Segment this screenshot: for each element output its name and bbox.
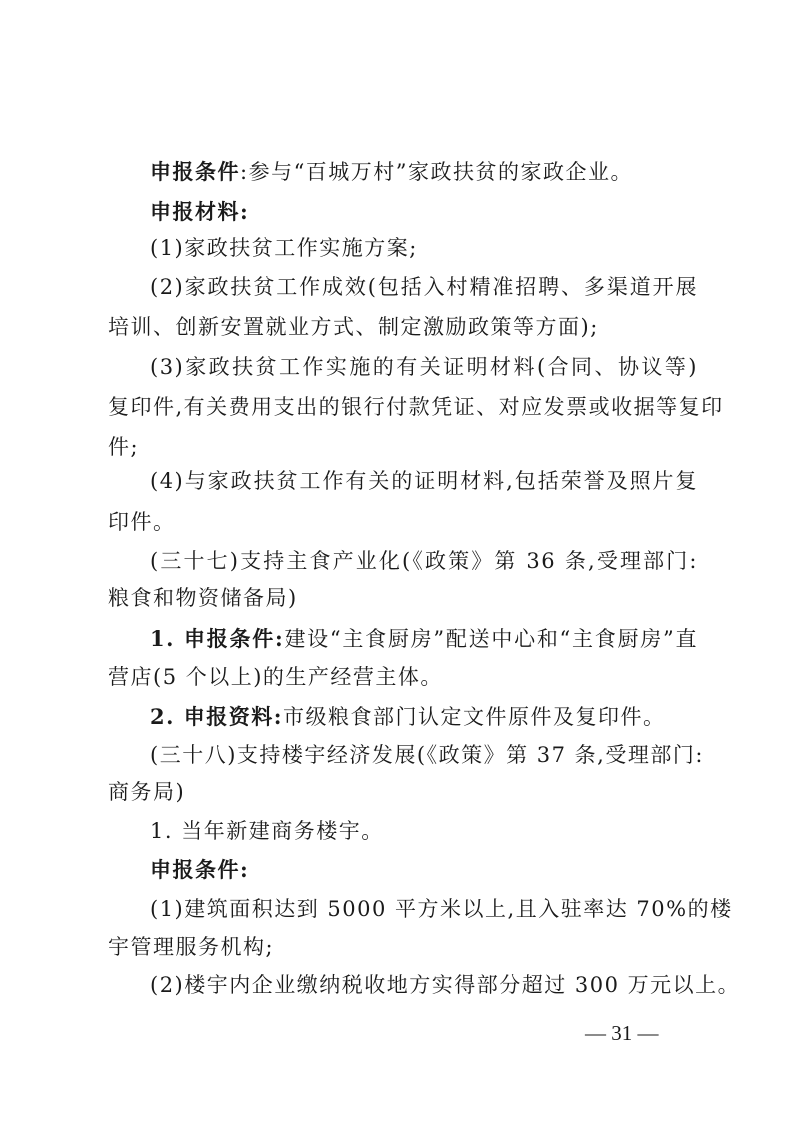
text-line — [150, 970, 741, 1000]
text-run: 印件。 — [108, 510, 176, 534]
text-run: 商务局) — [108, 780, 186, 804]
text-run: (1)建筑面积达到 5000 平方米以上,且入驻率达 70%的楼 — [150, 897, 733, 921]
text-line — [108, 392, 724, 422]
text-line — [108, 662, 698, 692]
text-line — [108, 932, 698, 962]
text-line — [150, 855, 698, 885]
text-run: 建设“主食厨房”配送中心和“主食厨房”直 — [284, 627, 698, 651]
text-run: (2)楼宇内企业缴纳税收地方实得部分超过 300 万元以上。 — [150, 973, 741, 997]
text-line — [108, 583, 698, 613]
text-run: 粮食和物资储备局) — [108, 586, 298, 610]
section-heading — [150, 546, 698, 576]
text-run: 市级粮食部门认定文件原件及复印件。 — [283, 705, 666, 729]
text-line — [150, 157, 698, 187]
text-line — [108, 777, 698, 807]
text-line — [108, 432, 698, 462]
text-line — [150, 702, 698, 732]
text-line — [150, 233, 698, 263]
text-run: 宇管理服务机构; — [108, 935, 275, 959]
page-number: — 31 — — [585, 1021, 659, 1045]
section-heading — [150, 740, 704, 770]
label-documents: 2. 申报资料: — [150, 704, 283, 729]
text-run: (3)家政扶贫工作实施的有关证明材料(合同、协议等) — [150, 355, 698, 379]
text-run: 营店(5 个以上)的生产经营主体。 — [108, 665, 443, 689]
text-run: (2)家政扶贫工作成效(包括入村精准招聘、多渠道开展 — [150, 275, 698, 299]
text-line — [108, 507, 698, 537]
label-conditions: 申报条件: — [150, 857, 250, 882]
text-line — [150, 352, 698, 382]
text-line — [150, 466, 698, 496]
text-run: 1. 当年新建商务楼宇。 — [150, 819, 384, 843]
text-run: 复印件,有关费用支出的银行付款凭证、对应发票或收据等复印 — [108, 395, 724, 419]
label-conditions: 1. 申报条件: — [150, 626, 285, 651]
text-line — [150, 272, 698, 302]
text-line — [150, 624, 698, 654]
text-run: :参与“百城万村”家政扶贫的家政企业。 — [240, 160, 634, 184]
text-run: (4)与家政扶贫工作有关的证明材料,包括荣誉及照片复 — [150, 469, 698, 493]
text-line — [150, 197, 698, 227]
text-run: 培训、创新安置就业方式、制定激励政策等方面); — [108, 315, 599, 339]
text-line — [108, 312, 698, 342]
text-run: 件; — [108, 435, 140, 459]
text-run: (三十八)支持楼宇经济发展(《政策》第 37 条,受理部门: — [150, 743, 704, 767]
label-materials: 申报材料: — [150, 199, 250, 224]
label-conditions: 申报条件 — [150, 159, 240, 184]
text-line — [150, 816, 698, 846]
text-run: (1)家政扶贫工作实施方案; — [150, 236, 418, 260]
text-line — [150, 894, 733, 924]
text-run: (三十七)支持主食产业化(《政策》第 36 条,受理部门: — [150, 549, 698, 573]
